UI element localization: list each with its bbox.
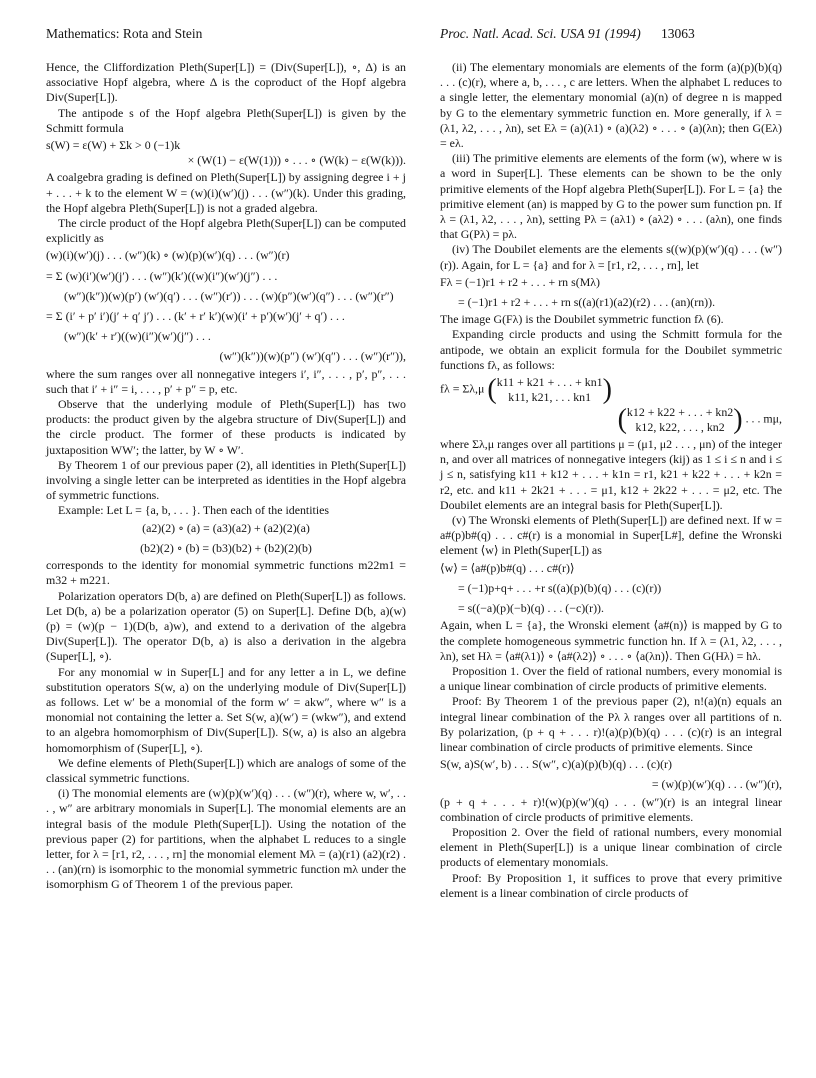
equation-substitution-line2: = (w)(p)(w′)(q) . . . (w″)(r), (651, 777, 782, 792)
paragraph: A coalgebra grading is defined on Pleth(Super[L]) by assigning degree i + j + . . . + k to the element W = (w)(i)(w′)(j) . . . (w″)(k). Under this grading, the Hopf algebra Pleth(Super[L]) is not a graded algebra. (46, 170, 406, 215)
binom-bottom: k12, k22, . . . , kn2 (635, 420, 725, 435)
formula-prefix: fλ = Σλ,μ (440, 381, 485, 396)
equation-wronski-line3: = s((−a)(p)(−b)(q) . . . (−c)(r)). (458, 601, 604, 616)
equation-circle-product-line1: (w)(i)(w′)(j) . . . (w″)(k) ∘ (w)(p)(w′)(q) . . . (w″)(r) (46, 248, 290, 263)
paragraph: (iii) The primitive elements are elements of the form (w), where w is a word in Super[L]. These elements can be shown to be the only primitive elements of the Hopf algebra Pleth(Super[L]). For L = {a} the primitive element (an) is mapped by G to the power sum function pn. If λ = (λ1, λ2, . . . , λn), setting Pλ = (aλ1) ∘ (aλ2) ∘ . . . (aλn), one finds that G(Pλ) = pλ. (440, 151, 782, 242)
paragraph: (iv) The Doubilet elements are the elements s((w)(p)(w′)(q) . . . (w″)(r)). Again, for L = {a} and for λ = [r1, r2, . . . , rn], let (440, 242, 782, 272)
equation-antipode-line2: × (W(1) − ε(W(1))) ∘ . . . ∘ (W(k) − ε(W(k))). (187, 153, 406, 168)
paragraph: Polarization operators D(b, a) are defined on Pleth(Super[L]) as follows. Let D(b, a) be a polarization operator (5) on Super[L]. Define D(b, a)(w)(p) = (w)(p − 1)(D(b, a)w), and extend to a derivation of the algebra Div(Super[L]). The operator D(b, a) is also a derivation in the algebra (Super[L], ∘). (46, 588, 406, 664)
paragraph: (ii) The elementary monomials are elements of the form (a)(p)(b)(q) . . . (c)(r), where a, b, . . . , c are letters. When the alphabet L reduces to a single letter, the elementary monomial (a)(n) of degree n is mapped by G to the elementary symmetric function en. More generally, if λ = (λ1, λ2, . . . , λn), set Eλ = (a)(λ1) ∘ (a)(λ2) ∘ . . . ∘ (a)(λn); then G(Eλ) = eλ. (440, 60, 782, 151)
equation-doubilet-line1: Fλ = (−1)r1 + r2 + . . . + rn s(Mλ) (440, 274, 600, 289)
paragraph: By Theorem 1 of our previous paper (2), all identities in Pleth(Super[L]) involving a single letter can be interpreted as identities in the Hopf algebra of symmetric functions. (46, 457, 406, 503)
paragraph: (p + q + . . . + r)!(w)(p)(w′)(q) . . . (w″)(r) is an integral linear combination of circle products of primitive elements. (440, 794, 782, 824)
paragraph: Observe that the underlying module of Pleth(Super[L]) has two products: the product given by the algebra structure of Div(Super[L]) and the circle product. The former of these products is indicated by juxtaposition WW′; the latter, by W ∘ W′. (46, 397, 406, 457)
formula-suffix: . . . mμ, (745, 411, 782, 426)
equation-example-b: (b2)(2) ∘ (b) = (b3)(b2) + (b2)(2)(b) (140, 540, 312, 555)
paragraph: The image G(Fλ) is the Doubilet symmetric function fλ (6). (440, 312, 724, 327)
equation-wronski-line1: ⟨w⟩ = ⟨a#(p)b#(q) . . . c#(r)⟩ (440, 560, 575, 575)
proof-1: Proof: By Theorem 1 of the previous paper (2), n!(a)(n) equals an integral linear combination of the Pλ λ ranges over all partitions of n. By polarization, (p + q + . . . r)!(a)(p)(b)(q) . . . (c)(r) is an integral linear combination of circle products of primitive elements. Since (440, 694, 782, 754)
paragraph: The antipode s of the Hopf algebra Pleth(Super[L]) is given by the Schmitt formula (46, 105, 406, 135)
paragraph: (i) The monomial elements are (w)(p)(w′)(q) . . . (w″)(r), where w, w′, . . . , w″ are arbitrary monomials in Super[L]. The monomial elements are an integral basis of the module Pleth(Super[L]). Using the notation of the previous paper (2) for partitions, when the alphabet L reduces to a single letter, for λ = [r1, r2, . . . , rn] the monomial element Mλ = (a)(r1) (a2)(r2) . . . (an)(rn) is isomorphic to the monomial symmetric function mλ under the isomorphism G of Theorem 1 of the previous paper. (46, 786, 406, 892)
binom-top: k11 + k21 + . . . + kn1 (496, 375, 603, 390)
equation-wronski-line2: = (−1)p+q+ . . . +r s((a)(p)(b)(q) . . . (c)(r)) (458, 580, 662, 595)
paragraph: where Σλ,μ ranges over all partitions μ = (μ1, μ2 . . . , μn) of the integer n, and over all matrices of nonnegative integers (kij) as 1 ≤ i ≤ n and i ≤ j ≤ n, satisfying k11 + k12 + . . . + k1n = r1, k21 + k22 + . . . + k2n = r2, etc. and k11 + 2k21 + . . . = μ1, k12 + 2k22 + . . . = μ2, etc. The Doubilet elements are an integral basis for Pleth(Super[L]). (440, 437, 782, 512)
proposition-1: Proposition 1. Over the field of rational numbers, every monomial is a unique linear combination of circle products of primitive elements. (440, 663, 782, 694)
equation-doubilet-formula-line2: (k12 + k22 + . . . + kn2 k12, k22, . . . , kn2 ) . . . mμ, (617, 404, 782, 436)
equation-circle-product-line2: = Σ (w)(i′)(w′)(j′) . . . (w″)(k′)((w)(i″)(w′)(j″) . . . (46, 268, 278, 283)
page-header (0, 26, 816, 46)
paragraph: We define elements of Pleth(Super[L]) which are analogs of some of the classical symmetric functions. (46, 755, 406, 785)
equation-circle-product-line3: (w″)(k″))(w)(p′) (w′)(q′) . . . (w″)(r′)) . . . (w)(p″)(w′)(q″) . . . (w″)(r″) (64, 288, 394, 303)
paragraph: Example: Let L = {a, b, . . . }. Then each of the identities (58, 503, 330, 518)
equation-doubilet-formula-line1: fλ = Σλ,μ (k11 + k21 + . . . + kn1 k11, k21, . . . kn1 ) (440, 374, 612, 406)
running-head-journal (440, 26, 695, 42)
paragraph: For any monomial w in Super[L] and for any letter a in L, we define substitution operators S(w, a) on the underlying module of Div(Super[L]) as follows. Let w′ be a monomial of the form w′ = akw″, where w″ is a monomial not containing the letter a. Set S(w, a)(w′) = (wkw″), and extend to an algebra homomorphism of Div(Super[L]). S(w, a) is also an algebra homomorphism of (Super[L], ∘). (46, 664, 406, 755)
binom-bottom: k11, k21, . . . kn1 (508, 390, 592, 405)
paragraph: Expanding circle products and using the Schmitt formula for the antipode, we obtain an explicit formula for the Doubilet symmetric functions fλ, as follows: (440, 327, 782, 372)
binom-top: k12 + k22 + . . . + kn2 (626, 405, 734, 420)
equation-doubilet-line2: = (−1)r1 + r2 + . . . + rn s((a)(r1)(a2)(r2) . . . (an)(rn)). (458, 295, 716, 310)
proof-2: Proof: By Proposition 1, it suffices to prove that every primitive element is a linear combination of circle products of (440, 870, 782, 900)
equation-example-a: (a2)(2) ∘ (a) = (a3)(a2) + (a2)(2)(a) (142, 520, 310, 535)
equation-circle-product-line4: = Σ (i′ + p′ i′)(j′ + q′ j′) . . . (k′ + r′ k′)(w)(i′ + p′)(w′)(j′ + q′) . . . (46, 309, 345, 324)
equation-substitution-line1: S(w, a)S(w′, b) . . . S(w″, c)(a)(p)(b)(q) . . . (c)(r) (440, 757, 672, 772)
paragraph: corresponds to the identity for monomial symmetric functions m22m1 = m32 + m221. (46, 558, 406, 588)
right-column (440, 60, 782, 901)
equation-antipode-line1: s(W) = ε(W) + Σk > 0 (−1)k (46, 138, 181, 153)
paragraph: where the sum ranges over all nonnegative integers i′, i″, . . . , p′, p″, . . . such that i′ + i″ = i, . . . , p′ + p″ = p, etc. (46, 366, 406, 396)
paragraph: The circle product of the Hopf algebra Pleth(Super[L]) can be computed explicitly as (46, 216, 406, 246)
paragraph: Hence, the Cliffordization Pleth(Super[L]) = (Div(Super[L]), ∘, Δ) is an associative Hopf algebra, where Δ is the coproduct of the Hopf algebra Div(Super[L]). (46, 60, 406, 105)
equation-circle-product-line6: (w″)(k″))(w)(p″) (w′)(q″) . . . (w″)(r″)), (219, 349, 406, 364)
paragraph: Again, when L = {a}, the Wronski element ⟨a#(n)⟩ is mapped by G to the complete homogeneous symmetric function hn. If λ = (λ1, λ2, . . . , λn), set Hλ = ⟨a#(λ1)⟩ ∘ ⟨a#(λ2)⟩ ∘ . . . ∘ ⟨a(λn)⟩. Then G(Hλ) = hλ. (440, 618, 782, 663)
page-number: 13063 (660, 26, 695, 41)
journal-citation: Proc. Natl. Acad. Sci. USA 91 (1994) (440, 26, 641, 41)
proposition-2: Proposition 2. Over the field of rational numbers, every monomial element in Pleth(Super[L]) is a unique linear combination of circle products of elementary monomials. (440, 824, 782, 870)
left-column (46, 60, 406, 893)
running-head-authors: Mathematics: Rota and Stein (46, 26, 203, 41)
equation-circle-product-line5: (w″)(k′ + r′)((w)(i″)(w′)(j″) . . . (64, 329, 211, 344)
paragraph: (v) The Wronski elements of Pleth(Super[L]) are defined next. If w = a#(p)b#(q) . . . c#(r) is a monomial in Super[L#], define the Wronski element ⟨w⟩ in Pleth(Super[L]) as (440, 513, 782, 558)
